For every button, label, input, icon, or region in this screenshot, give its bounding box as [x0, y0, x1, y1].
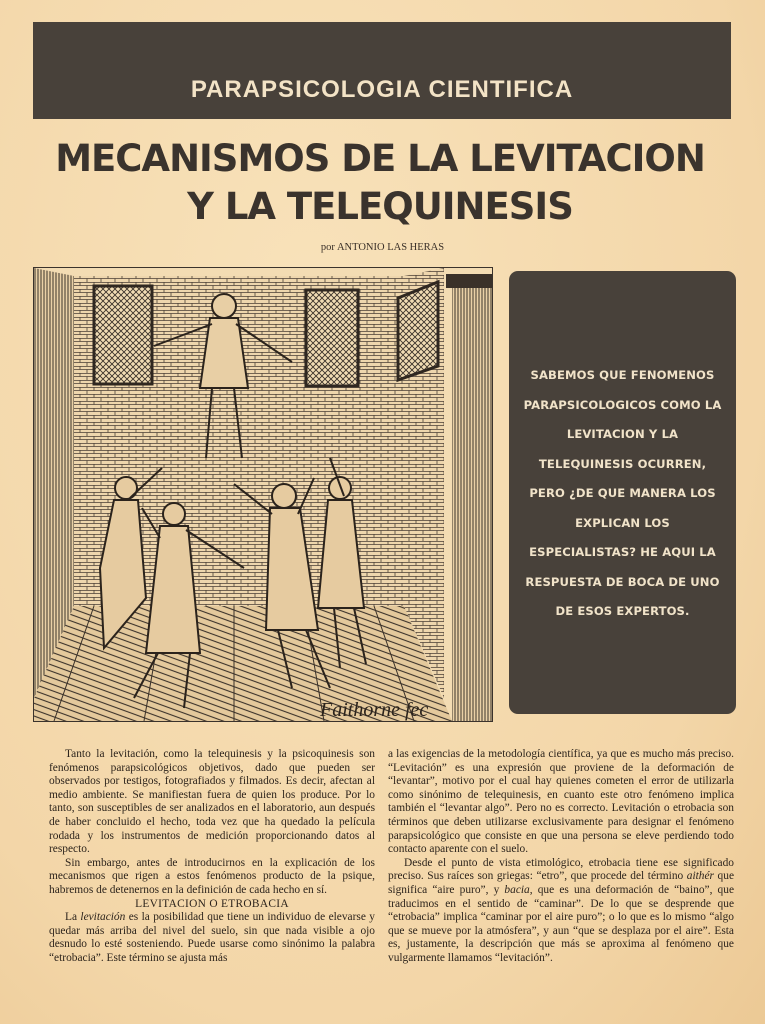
pull-quote-box [509, 271, 736, 714]
paragraph: Desde el punto de vista etimológico, etrobacia tiene ese significado preciso. Sus raíces son griegas: “etro”, que procede del término aithér que significa “aire puro”, y bacia, que es una deformación de “baino”, que traducimos en el sentido de “caminar”. De lo que se desprende que “etrobacia” implica “caminar por el aire puro”; o lo que es lo mismo “algo que se mueve por la atmósfera”, y aun “que se desplaza por el aire”. Esta es, justamente, la descripción que más se aproxima al fenómeno que vulgarmente llamamos “levitación”. [388, 856, 735, 964]
article-headline [30, 135, 730, 231]
headline-line-2: Y LA TELEQUINESIS [187, 185, 573, 228]
levitation-engraving [33, 267, 493, 722]
engraving-drawing [34, 268, 492, 721]
section-banner [33, 22, 731, 119]
paragraph: a las exigencias de la metodología científica, ya que es mucho más preciso. “Levitación” es una expresión que proviene de la deformación de “levantar”, motivo por el cual hay quienes cometen el error de utilizarla como sinónimo de telequinesis, en cuanto este otro fenómeno implica también el “levantar algo”. Pero no es correcto. Levitación o etrobacia son términos que deben utilizarse exclusivamente para designar el fenómeno parapsicológico que consiste en que una persona se eleve perdiendo todo contacto aparente con el suelo. [388, 748, 734, 856]
headline-line-1: MECANISMOS DE LA LEVITACION [55, 137, 705, 180]
paragraph: La levitación es la posibilidad que tiene un individuo de elevarse y quedar más arriba del nivel del suelo, sin que nada visible a ojo desnudo lo esté sosteniendo. Puede usarse como sinónimo la palabra “etrobacia”. Este término se ajusta más [49, 911, 375, 964]
article-column-2 [388, 748, 734, 966]
paragraph: Sin embargo, antes de introducirnos en la explicación de los mecanismos que rigen a estos fenómenos producto de la psique, habremos de detenernos en la definición de cada hecho en sí. [49, 856, 375, 896]
byline: por ANTONIO LAS HERAS [320, 242, 445, 253]
paragraph: Tanto la levitación, como la telequinesis y la psicoquinesis son fenómenos parapsicológicos objetivos, dado que pueden ser observados por testigos, fotografiados y filmados. Es decir, afectan al medio ambiente. Se manifiestan fuera de quien los produce. Por lo tanto, son susceptibles de ser analizados en el laboratorio, aun después de haber concluido el hecho, toda vez que ha quedado la película rodada y los instrumentos de medición proporcionando datos al respecto. [49, 748, 375, 856]
pull-quote-text: SABEMOS QUE FENOMENOS PARAPSICOLOGICOS COMO LA LEVITACION Y LA TELEQUINESIS OCURREN, PERO ¿DE QUE MANERA LOS EXPLICAN LOS ESPECIALISTAS? HE AQUI LA RESPUESTA DE BOCA DE UNO DE ESOS EXPERTOS. [523, 368, 722, 618]
section-label: PARAPSICOLOGIA CIENTIFICA [190, 75, 574, 103]
article-column-1 [49, 748, 375, 966]
section-subheading: LEVITACION O ETROBACIA [135, 897, 289, 910]
engraver-signature: Faithorne fec [320, 699, 429, 721]
